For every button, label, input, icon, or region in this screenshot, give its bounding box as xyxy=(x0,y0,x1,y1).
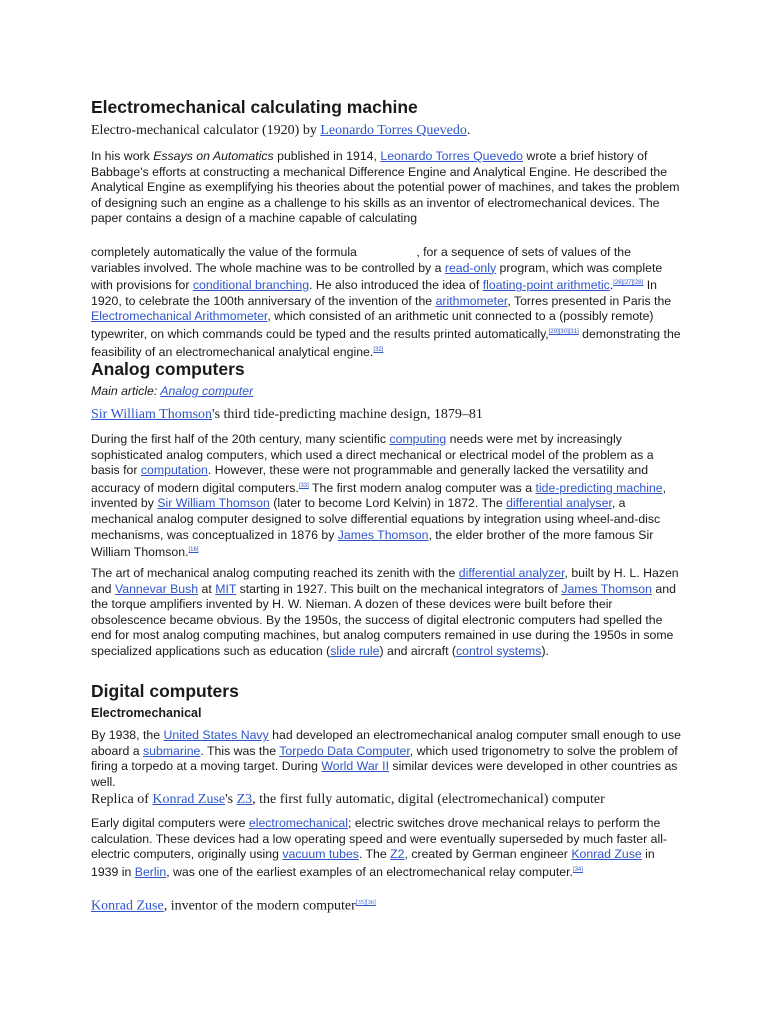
caption-text: , inventor of the modern computer xyxy=(163,898,356,914)
link-world-war-ii[interactable]: World War II xyxy=(321,759,389,774)
text: . The xyxy=(358,847,391,862)
link-slide-rule[interactable]: slide rule xyxy=(330,643,380,658)
paragraph-differential-analyzer xyxy=(91,566,681,660)
text: , was one of the earliest examples of an electromechanical relay computer. xyxy=(166,864,573,879)
link-conditional-branching[interactable]: conditional branching xyxy=(192,278,310,293)
link-electromechanical[interactable]: electromechanical xyxy=(248,816,348,830)
link-vacuum-tubes[interactable]: vacuum tubes xyxy=(282,847,359,862)
text: In 1920, to celebrate the 100th anniversary of the invention of the xyxy=(91,278,657,308)
link-computing[interactable]: computing xyxy=(389,432,447,446)
text: published in 1914, xyxy=(273,149,381,163)
main-article-note xyxy=(91,384,681,400)
link-differential-analyser[interactable]: differential analyser xyxy=(506,496,612,511)
link-arithmometer[interactable]: arithmometer xyxy=(435,293,508,308)
text: had developed an electromechanical analog computer small enough to use aboard a xyxy=(91,728,681,758)
paragraph-torpedo-data-computer xyxy=(91,728,681,790)
image-caption-konrad-zuse xyxy=(91,894,681,916)
text: , the elder brother of the more famous Sir William Thomson. xyxy=(91,527,654,560)
text: , Torres presented in Paris the xyxy=(507,293,672,308)
text: , a mechanical analog computer designed to solve differential equations by integration using wheel-and-disc mechanisms, was conceptualized in 1876 by xyxy=(91,496,661,542)
link-z3[interactable]: Z3 xyxy=(236,792,253,807)
link-james-thomson[interactable]: James Thomson xyxy=(337,527,429,542)
link-torpedo-data-computer[interactable]: Torpedo Data Computer xyxy=(279,743,410,758)
text: in 1939 in xyxy=(91,847,655,879)
text: ; electric switches drove mechanical relays to perform the calculation. These devices had a low operating speed and were eventually superseded by much faster all-electric computers, originally using xyxy=(91,816,668,862)
link-berlin[interactable]: Berlin xyxy=(134,864,167,879)
text: Early digital computers were xyxy=(91,816,249,830)
link-leonardo-torres-quevedo[interactable]: Leonardo Torres Quevedo xyxy=(380,149,524,163)
link-konrad-zuse[interactable]: Konrad Zuse xyxy=(152,792,226,807)
link-submarine[interactable]: submarine xyxy=(142,743,201,758)
link-sir-william-thomson[interactable]: Sir William Thomson xyxy=(91,407,213,422)
text: In his work xyxy=(91,149,154,163)
link-james-thomson[interactable]: James Thomson xyxy=(561,581,652,596)
citation-16[interactable]: [16] xyxy=(188,547,199,554)
subsection-heading-electromechanical: Electromechanical xyxy=(91,706,202,720)
link-read-only[interactable]: read-only xyxy=(444,260,497,275)
link-floating-point-arithmetic[interactable]: floating-point arithmetic xyxy=(482,278,610,293)
caption-text: 's third tide-predicting machine design, 1879–81 xyxy=(212,407,483,422)
text: By 1938, the xyxy=(91,728,164,742)
citation-33[interactable]: [33] xyxy=(298,482,309,489)
link-computation[interactable]: computation xyxy=(140,463,208,478)
main-article-label: Main article: xyxy=(91,384,161,398)
caption-text: , the first fully automatic, digital (electromechanical) computer xyxy=(252,792,605,807)
text: and the torque amplifiers invented by H. W. Nieman. A dozen of these devices were built before their obsolescence became obvious. By the 1950s, the success of digital electronic computers had spelled the end for most analog computing machines, but analog computers remained in use during the 1950s in some specialized applications such as education ( xyxy=(91,581,676,658)
link-konrad-zuse[interactable]: Konrad Zuse xyxy=(571,847,642,862)
text: . He also introduced the idea of xyxy=(309,278,483,293)
caption-text: Replica of xyxy=(91,792,153,807)
text: The art of mechanical analog computing reached its zenith with the xyxy=(91,566,459,580)
text: During the first half of the 20th century, many scientific xyxy=(91,432,390,446)
text: needs were met by increasingly sophisticated analog computers, which used a direct mechanical or electrical model of the problem as a basis for xyxy=(91,432,654,478)
paragraph-formula xyxy=(91,245,681,360)
link-konrad-zuse[interactable]: Konrad Zuse xyxy=(91,898,164,914)
text: wrote a brief history of Babbage's efforts at constructing a mechanical Difference Engine and Analytical Engine. He described the Analytical Engine as exemplifying his theories about the potential power of machines, and takes the problem of designing such an engine as a challenge to his skills as an inventor of electromechanical devices. The paper contains a design of a machine capable of calculating xyxy=(91,149,680,226)
link-mit[interactable]: MIT xyxy=(215,581,237,596)
image-caption-tide-predicting-machine xyxy=(91,406,681,424)
paragraph-early-digital-computers xyxy=(91,816,681,880)
link-analog-computer[interactable]: Analog computer xyxy=(160,384,254,398)
section-heading-digital-computers: Digital computers xyxy=(91,681,239,701)
section-heading-electromechanical-calculating-machine: Electromechanical calculating machine xyxy=(91,97,418,117)
text: program, which was complete with provisions for xyxy=(91,260,663,293)
link-z2[interactable]: Z2 xyxy=(390,847,405,862)
caption-text: . xyxy=(466,123,471,138)
link-leonardo-torres-quevedo[interactable]: Leonardo Torres Quevedo xyxy=(320,123,467,138)
link-tide-predicting-machine[interactable]: tide-predicting machine xyxy=(535,480,663,495)
text: ) and aircraft ( xyxy=(379,643,457,658)
text: . xyxy=(609,278,614,293)
paragraph-essays-on-automatics xyxy=(91,149,681,227)
text: , which used trigonometry to solve the problem of firing a torpedo at a moving target. During xyxy=(91,743,678,774)
book-title: Essays on Automatics xyxy=(153,149,274,163)
link-control-systems[interactable]: control systems xyxy=(456,643,542,658)
section-heading-analog-computers: Analog computers xyxy=(91,359,245,379)
text: starting in 1927. This built on the mechanical integrators of xyxy=(236,581,562,596)
image-caption-torres-calculator xyxy=(91,122,681,140)
image-caption-z3-replica xyxy=(91,791,681,809)
text: , built by H. L. Hazen and xyxy=(91,566,679,596)
citation-29-31[interactable]: [29][30][31] xyxy=(548,329,579,336)
text: similar devices were developed in other countries as well. xyxy=(91,759,678,789)
caption-text: 's xyxy=(225,792,237,807)
citation-26-28[interactable]: [26][27][28] xyxy=(613,280,644,287)
text: (later to become Lord Kelvin) in 1872. The xyxy=(269,496,507,511)
text: . However, these were not programmable and generally lacked the versatility and accuracy of modern digital computers. xyxy=(91,463,649,495)
citation-34[interactable]: [34] xyxy=(572,866,583,873)
link-electromechanical-arithmometer[interactable]: Electromechanical Arithmometer xyxy=(91,309,268,324)
link-sir-william-thomson[interactable]: Sir William Thomson xyxy=(157,496,270,511)
caption-text: Electro-mechanical calculator (1920) by xyxy=(91,123,321,138)
link-differential-analyzer[interactable]: differential analyzer xyxy=(458,566,565,580)
text: , invented by xyxy=(91,480,667,511)
text: , created by German engineer xyxy=(404,847,572,862)
text: ). xyxy=(541,643,549,658)
citation-35-36[interactable]: [35][36] xyxy=(355,900,376,906)
text: . This was the xyxy=(200,743,280,758)
link-united-states-navy[interactable]: United States Navy xyxy=(163,728,269,742)
paragraph-analog-history xyxy=(91,432,681,561)
text: The first modern analog computer was a xyxy=(308,480,536,495)
text: completely automatically the value of the formula xyxy=(91,245,361,259)
citation-32[interactable]: [32] xyxy=(373,346,384,353)
text: at xyxy=(198,581,216,596)
text: , which consisted of an arithmetic unit connected to a (possibly remote) typewriter, on which commands could be typed and the results printed automatically, xyxy=(91,309,654,342)
text: , for a sequence of sets of values of the variables involved. The whole machine was to be controlled by a xyxy=(91,245,631,275)
text: demonstrating the feasibility of an electromechanical analytical engine. xyxy=(91,327,681,359)
link-vannevar-bush[interactable]: Vannevar Bush xyxy=(114,581,199,596)
